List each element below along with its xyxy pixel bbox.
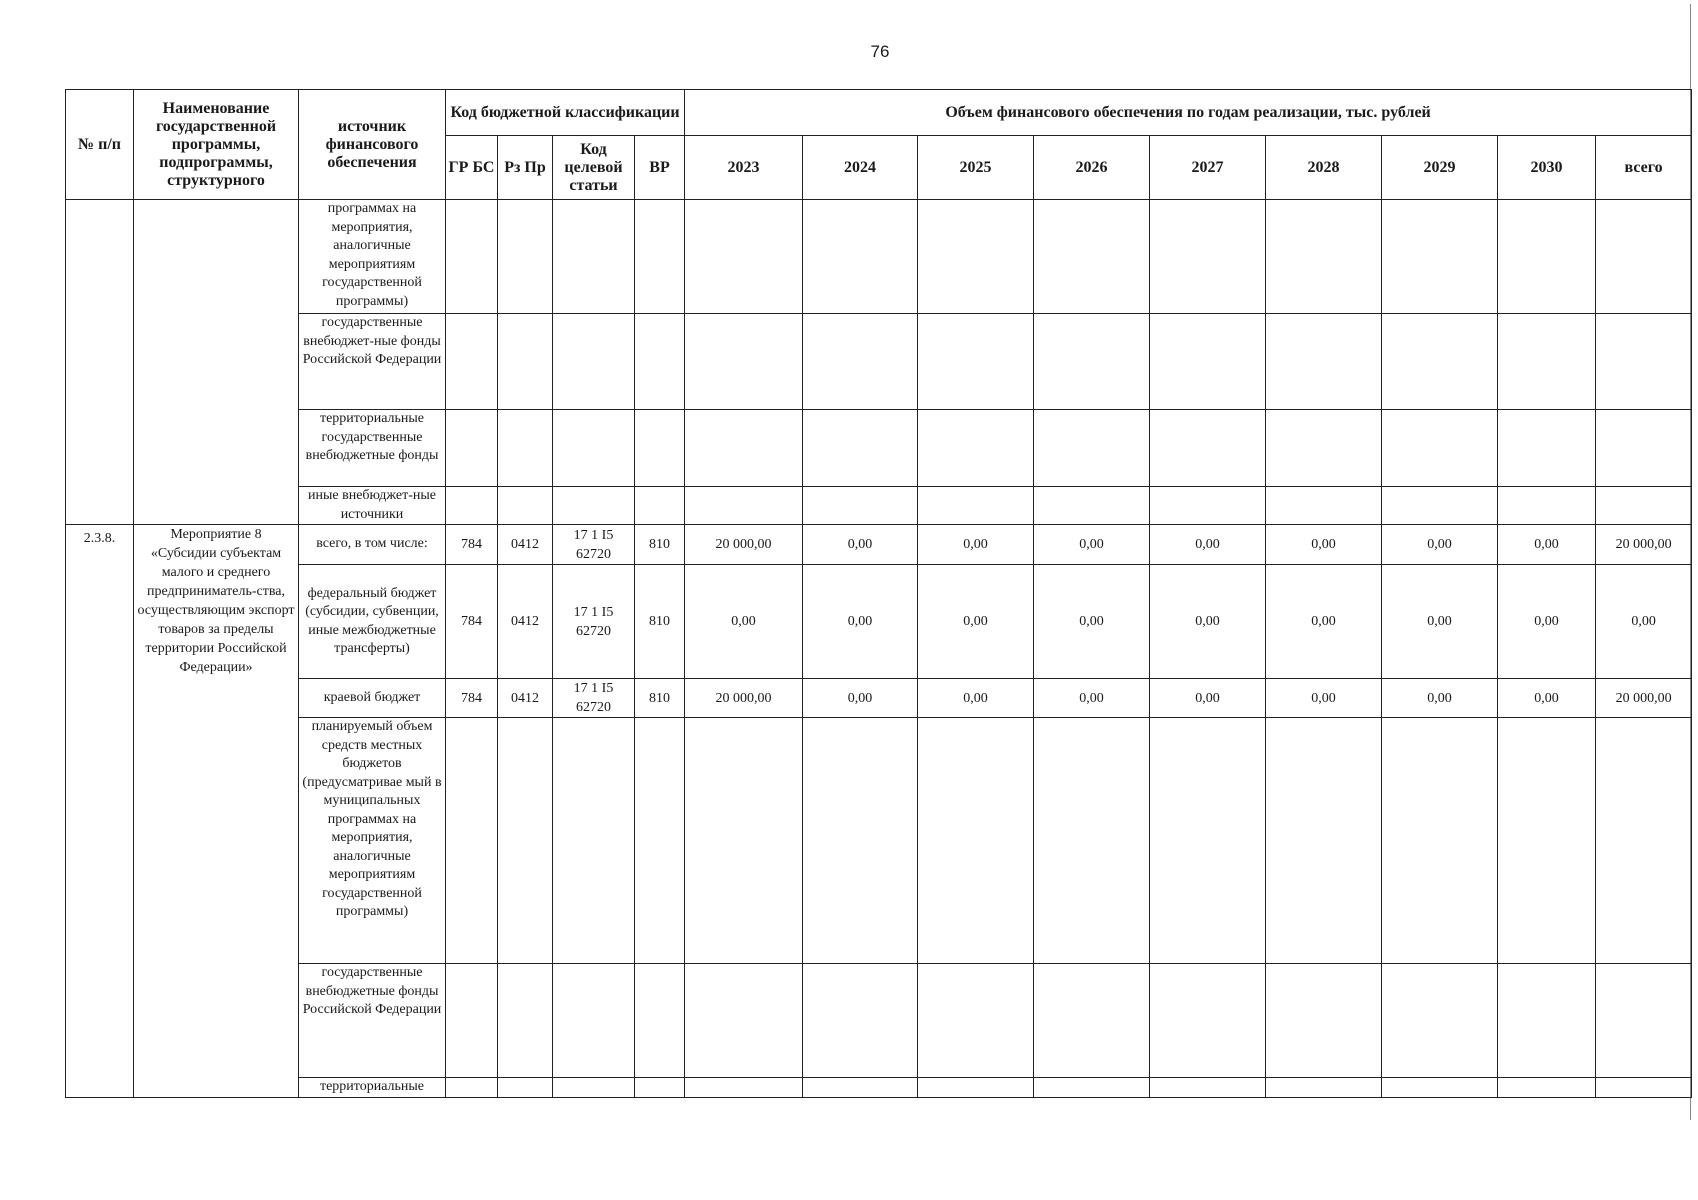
target-code-cell: 17 1 I5 62720 [553,679,635,718]
vr-cell: 810 [635,525,685,565]
source-cell: территориальные государственные внебюджетные фонды [299,410,446,487]
budget-table [65,89,1692,1098]
table-row-regional [66,679,1692,718]
header-source: источник финансового обеспечения [299,90,446,200]
source-cell: государственные внебюджетные фонды Российской Федерации [299,964,446,1078]
table-row-total [66,525,1692,565]
value-total: 0,00 [1596,565,1692,679]
source-cell: территориальные [299,1078,446,1098]
source-cell: иные внебюджет-ные источники [299,487,446,525]
page-number: 76 [870,42,890,61]
header-budget-code: Код бюджетной классификации [446,90,685,136]
value-2030: 0,00 [1498,565,1596,679]
header-program-name: Наименование государственной программы, подпрограммы, структурного [134,90,299,200]
table-row [66,487,1692,525]
header-year-2029: 2029 [1382,136,1498,200]
value-2028: 0,00 [1266,525,1382,565]
value-2023: 0,00 [685,565,803,679]
vr-cell: 810 [635,679,685,718]
value-2030: 0,00 [1498,525,1596,565]
table-row [66,200,1692,314]
value-2026: 0,00 [1034,679,1150,718]
value-2029: 0,00 [1382,525,1498,565]
table-row-local [66,718,1692,964]
rzpr-cell: 0412 [498,679,553,718]
header-target-code: Код целевой статьи [553,136,635,200]
source-cell: всего, в том числе: [299,525,446,565]
table-row-extrabudgetary [66,964,1692,1078]
rzpr-cell: 0412 [498,525,553,565]
header-year-2023: 2023 [685,136,803,200]
value-2025: 0,00 [918,525,1034,565]
source-cell: краевой бюджет [299,679,446,718]
value-2029: 0,00 [1382,565,1498,679]
measure-name: Мероприятие 8 «Субсидии субъектам малого и среднего предприниматель-ства, осуществляющим экспорт товаров за пределы территории Российской Федерации» [134,525,299,1098]
header-year-2025: 2025 [918,136,1034,200]
grbs-cell: 784 [446,565,498,679]
header-year-2024: 2024 [803,136,918,200]
value-2027: 0,00 [1150,525,1266,565]
value-2025: 0,00 [918,679,1034,718]
header-financing-volume: Объем финансового обеспечения по годам реализации, тыс. рублей [685,90,1692,136]
header-year-2030: 2030 [1498,136,1596,200]
value-total: 20 000,00 [1596,679,1692,718]
table-row [66,314,1692,410]
table-row-territorial [66,1078,1692,1098]
target-code-cell: 17 1 I5 62720 [553,565,635,679]
source-cell: государственные внебюджет-ные фонды Российской Федерации [299,314,446,410]
source-cell: планируемый объем средств местных бюджетов (предусматривае мый в муниципальных программах на мероприятия, аналогичные мероприятиям государственной программы) [299,718,446,964]
header-grbs: ГР БС [446,136,498,200]
value-2030: 0,00 [1498,679,1596,718]
header-rzpr: Рз Пр [498,136,553,200]
grbs-cell: 784 [446,679,498,718]
value-2024: 0,00 [803,565,918,679]
num-cell-empty [66,200,134,525]
value-2029: 0,00 [1382,679,1498,718]
value-2027: 0,00 [1150,565,1266,679]
header-vr: ВР [635,136,685,200]
source-cell: программах на мероприятия, аналогичные мероприятиям государственной программы) [299,200,446,314]
name-cell-empty [134,200,299,525]
value-2028: 0,00 [1266,565,1382,679]
value-2026: 0,00 [1034,525,1150,565]
header-row-1 [66,90,1692,136]
header-num: № п/п [66,90,134,200]
value-2024: 0,00 [803,525,918,565]
table-row [66,410,1692,487]
header-year-2026: 2026 [1034,136,1150,200]
rzpr-cell: 0412 [498,565,553,679]
measure-number: 2.3.8. [66,525,134,1098]
value-2023: 20 000,00 [685,679,803,718]
value-total: 20 000,00 [1596,525,1692,565]
target-code-cell: 17 1 I5 62720 [553,525,635,565]
value-2024: 0,00 [803,679,918,718]
table-row-federal [66,565,1692,679]
value-2023: 20 000,00 [685,525,803,565]
value-2027: 0,00 [1150,679,1266,718]
vr-cell: 810 [635,565,685,679]
grbs-cell: 784 [446,525,498,565]
value-2025: 0,00 [918,565,1034,679]
header-total: всего [1596,136,1692,200]
header-year-2027: 2027 [1150,136,1266,200]
value-2026: 0,00 [1034,565,1150,679]
source-cell: федеральный бюджет (субсидии, субвенции, иные межбюджетные трансферты) [299,565,446,679]
header-year-2028: 2028 [1266,136,1382,200]
value-2028: 0,00 [1266,679,1382,718]
